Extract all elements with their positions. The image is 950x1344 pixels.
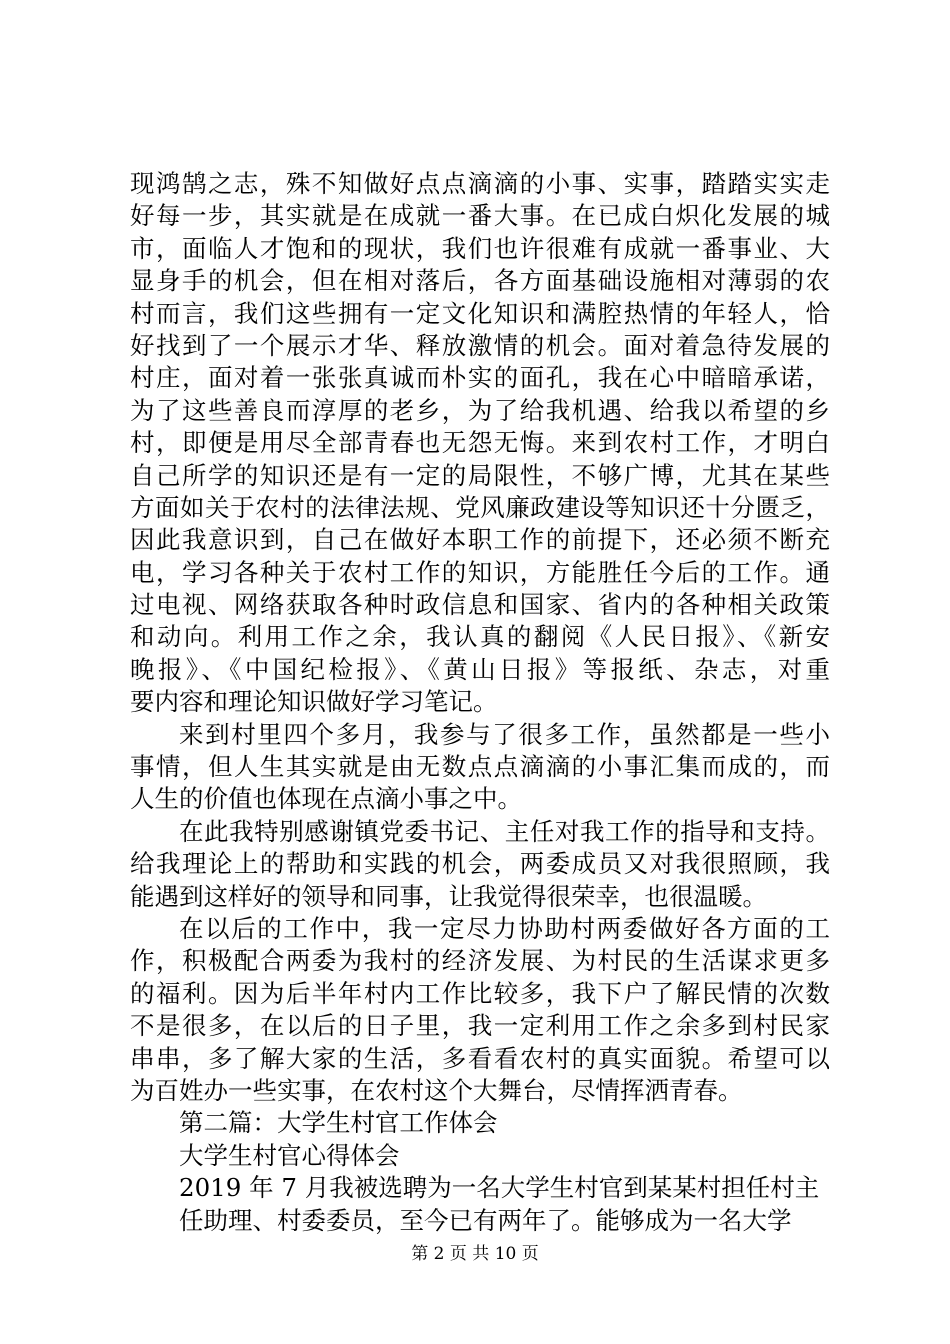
text-line: 第二篇：大学生村官工作体会 (179, 1108, 498, 1138)
text-line: 和动向。利用工作之余，我认真的翻阅《人民日报》、《新安 (130, 622, 830, 652)
text-line: 为了这些善良而淳厚的老乡，为了给我机遇、给我以希望的乡 (130, 395, 830, 425)
text-line: 过电视、网络获取各种时政信息和国家、省内的各种相关政策 (130, 590, 830, 620)
text-line: 现鸿鹄之志，殊不知做好点点滴滴的小事、实事，踏踏实实走 (130, 169, 830, 198)
text-line: 能遇到这样好的领导和同事，让我觉得很荣幸，也很温暖。 (130, 881, 767, 911)
text-line: 为百姓办一些实事，在农村这个大舞台，尽情挥洒青春。 (130, 1075, 743, 1105)
text-line: 自己所学的知识还是有一定的局限性，不够广博，尤其在某些 (130, 460, 830, 490)
text-line: 村庄，面对着一张张真诚而朴实的面孔，我在心中暗暗承诺， (130, 363, 830, 393)
text-line: 不是很多，在以后的日子里，我一定利用工作之余多到村民家 (130, 1011, 830, 1041)
text-line: 电，学习各种关于农村工作的知识，方能胜任今后的工作。通 (130, 557, 830, 587)
text-line: 事情，但人生其实就是由无数点点滴滴的小事汇集而成的，而 (130, 752, 830, 782)
text-line: 在以后的工作中，我一定尽力协助村两委做好各方面的工 (179, 913, 830, 943)
text-line: 要内容和理论知识做好学习笔记。 (130, 687, 498, 717)
text-line: 作，积极配合两委为我村的经济发展、为村民的生活谋求更多 (130, 946, 830, 976)
text-line: 的福利。因为后半年村内工作比较多，我下户了解民情的次数 (130, 978, 830, 1008)
text-line: 显身手的机会，但在相对落后，各方面基础设施相对薄弱的农 (130, 266, 830, 296)
text-line: 好找到了一个展示才华、释放激情的机会。面对着急待发展的 (130, 330, 830, 360)
text-line: 村而言，我们这些拥有一定文化知识和满腔热情的年轻人，恰 (130, 298, 830, 328)
text-line: 方面如关于农村的法律法规、党风廉政建设等知识还十分匮乏， (130, 492, 830, 522)
body-text (130, 168, 830, 1237)
text-line: 2019 年 7 月我被选聘为一名大学生村官到某某村担任村主 (179, 1173, 820, 1203)
text-line: 串串，多了解大家的生活，多看看农村的真实面貌。希望可以 (130, 1043, 830, 1073)
text-line: 因此我意识到，自己在做好本职工作的前提下，还必须不断充 (130, 525, 830, 555)
text-line: 任助理、村委委员，至今已有两年了。能够成为一名大学 (179, 1205, 792, 1235)
text-line: 村，即便是用尽全部青春也无怨无悔。来到农村工作，才明白 (130, 428, 830, 458)
text-line: 给我理论上的帮助和实践的机会，两委成员又对我很照顾，我 (130, 849, 830, 879)
text-line: 市，面临人才饱和的现状，我们也许很难有成就一番事业、大 (130, 233, 830, 263)
text-line: 人生的价值也体现在点滴小事之中。 (130, 784, 522, 814)
text-line: 来到村里四个多月，我参与了很多工作，虽然都是一些小 (179, 719, 830, 749)
page-footer: 第 2 页 共 10 页 (411, 1244, 539, 1264)
text-line: 大学生村官心得体会 (179, 1140, 400, 1170)
text-line: 好每一步，其实就是在成就一番大事。在已成白炽化发展的城 (130, 201, 830, 231)
text-line: 晚报》、《中国纪检报》、《黄山日报》等报纸、杂志，对重 (130, 654, 830, 684)
text-line: 在此我特别感谢镇党委书记、主任对我工作的指导和支持。 (179, 816, 830, 846)
